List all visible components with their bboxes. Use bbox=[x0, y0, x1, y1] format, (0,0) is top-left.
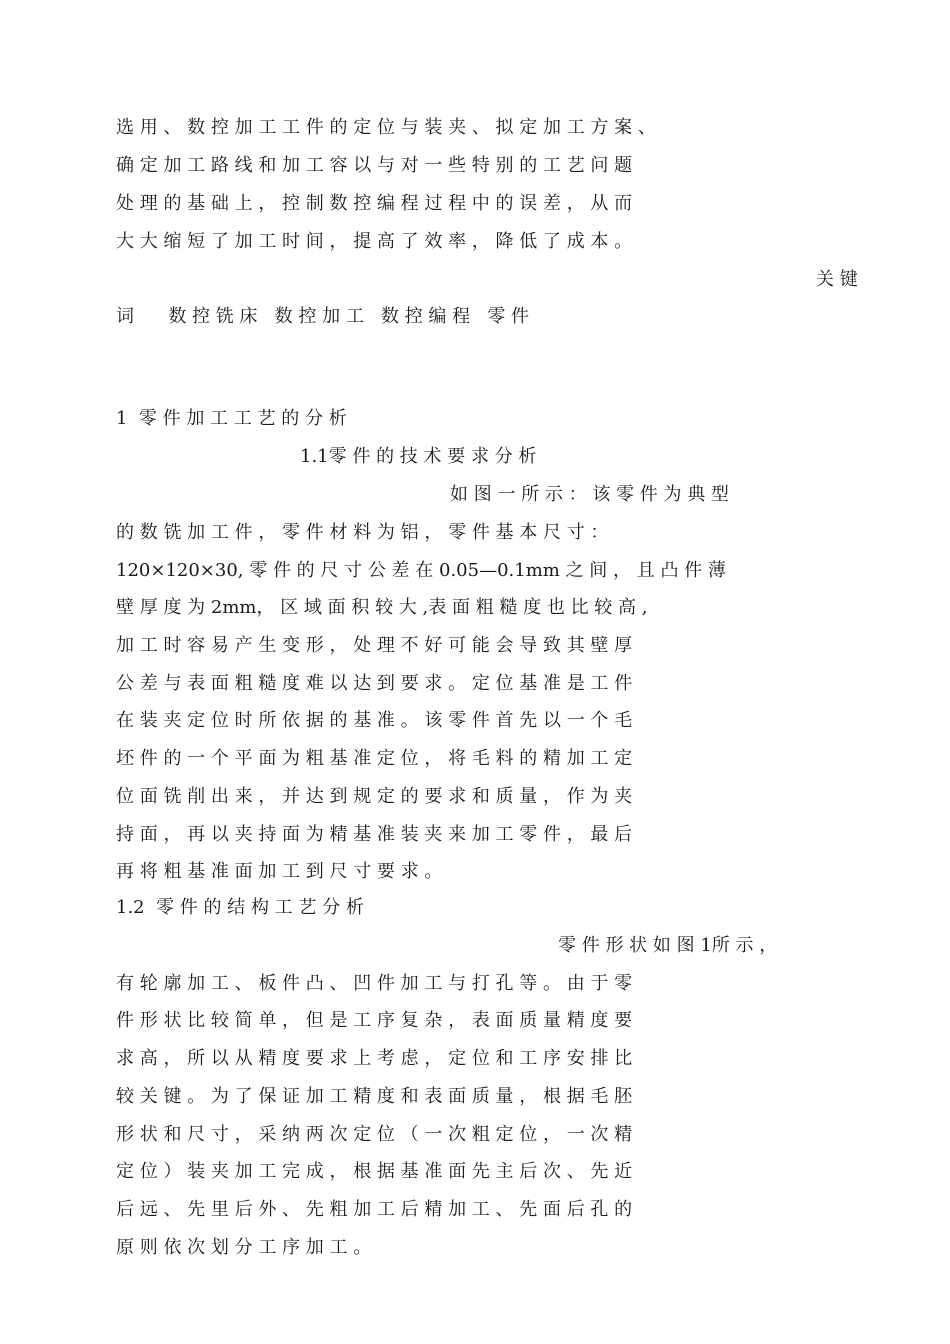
paragraph-line: 件 形 状 比 较 简 单 ， 但 是 工 序 复 杂 ， 表 面 质 量 精 度 要 bbox=[116, 1010, 633, 1031]
paragraph-line: 的 数 铣 加 工 件 ， 零 件 材 料 为 铝 ， 零 件 基 本 尺 寸 ： bbox=[116, 522, 609, 543]
subsection-heading: 1.1零 件 的 技 术 要 求 分 析 bbox=[300, 446, 537, 467]
paragraph-line: 原 则 依 次 划 分 工 序 加 工 。 bbox=[116, 1237, 372, 1258]
paragraph-line: 后 远 、 先 里 后 外 、 先 粗 加 工 后 精 加 工 、 先 面 后 孔 的 bbox=[116, 1199, 633, 1220]
paragraph-line: 壁 厚 度 为 2mm， 区 域 面 积 较 大 ,表 面 粗 糙 度 也 比 较 高 , bbox=[116, 597, 648, 618]
paragraph-line: 定 位 ） 装 夹 加 工 完 成 ， 根 据 基 准 面 先 主 后 次 、 先 近 bbox=[116, 1161, 633, 1182]
paragraph-line: 求 高 ， 所 以 从 精 度 要 求 上 考 虑 ， 定 位 和 工 序 安 排 比 bbox=[116, 1048, 633, 1069]
abstract-line: 确 定 加 工 路 线 和 加 工 容 以 与 对 一 些 特 别 的 工 艺 问 题 bbox=[116, 155, 633, 176]
abstract-line: 处 理 的 基 础 上 ， 控 制 数 控 编 程 过 程 中 的 误 差 ， 从 而 bbox=[116, 193, 633, 214]
paragraph-line: 有 轮 廓 加 工 、 板 件 凸 、 凹 件 加 工 与 打 孔 等 。 由 于 零 bbox=[116, 973, 633, 994]
keywords-label: 关 键 bbox=[816, 269, 858, 290]
paragraph-line: 形 状 和 尺 寸 ， 采 纳 两 次 定 位 （ 一 次 粗 定 位 ， 一 次 精 bbox=[116, 1124, 633, 1145]
paragraph-line: 较 关 键 。 为 了 保 证 加 工 精 度 和 表 面 质 量 ， 根 据 毛 胚 bbox=[116, 1086, 633, 1107]
abstract-line: 选 用 、 数 控 加 工 工 件 的 定 位 与 装 夹 、 拟 定 加 工 方 案 、 bbox=[116, 117, 656, 138]
paragraph-line: 再 将 粗 基 准 面 加 工 到 尺 寸 要 求 。 bbox=[116, 861, 443, 882]
subsection-heading: 1.2 零 件 的 结 构 工 艺 分 析 bbox=[116, 897, 364, 918]
paragraph-line: 加 工 时 容 易 产 生 变 形 ， 处 理 不 好 可 能 会 导 致 其 壁 厚 bbox=[116, 635, 633, 656]
paragraph-line: 坯 件 的 一 个 平 面 为 粗 基 准 定 位 ， 将 毛 料 的 精 加 工 定 bbox=[116, 748, 633, 769]
paragraph-line: 公 差 与 表 面 粗 糙 度 难 以 达 到 要 求 。 定 位 基 准 是 工 件 bbox=[116, 673, 633, 694]
paragraph-line: 位 面 铣 削 出 来 ， 并 达 到 规 定 的 要 求 和 质 量 ， 作 为 夹 bbox=[116, 786, 633, 807]
paragraph-first-line: 零 件 形 状 如 图 1所 示 ， bbox=[558, 935, 778, 956]
paragraph-first-line: 如 图 一 所 示 ： 该 零 件 为 典 型 bbox=[450, 484, 729, 505]
abstract-line: 大 大 缩 短 了 加 工 时 间 ， 提 高 了 效 率 ， 降 低 了 成 本 。 bbox=[116, 231, 633, 252]
paragraph-line: 持 面 ， 再 以 夹 持 面 为 精 基 准 装 夹 来 加 工 零 件 ， 最 后 bbox=[116, 824, 633, 845]
keywords-line: 词 数 控 铣 床 数 控 加 工 数 控 编 程 零 件 bbox=[116, 306, 530, 327]
paragraph-line: 120×120×30, 零 件 的 尺 寸 公 差 在 0.05—0.1mm 之 间 ， 且 凸 件 薄 bbox=[116, 560, 726, 581]
section-heading: 1 零 件 加 工 工 艺 的 分 析 bbox=[116, 408, 347, 429]
paragraph-line: 在 装 夹 定 位 时 所 依 据 的 基 准 。 该 零 件 首 先 以 一 个 毛 bbox=[116, 710, 633, 731]
